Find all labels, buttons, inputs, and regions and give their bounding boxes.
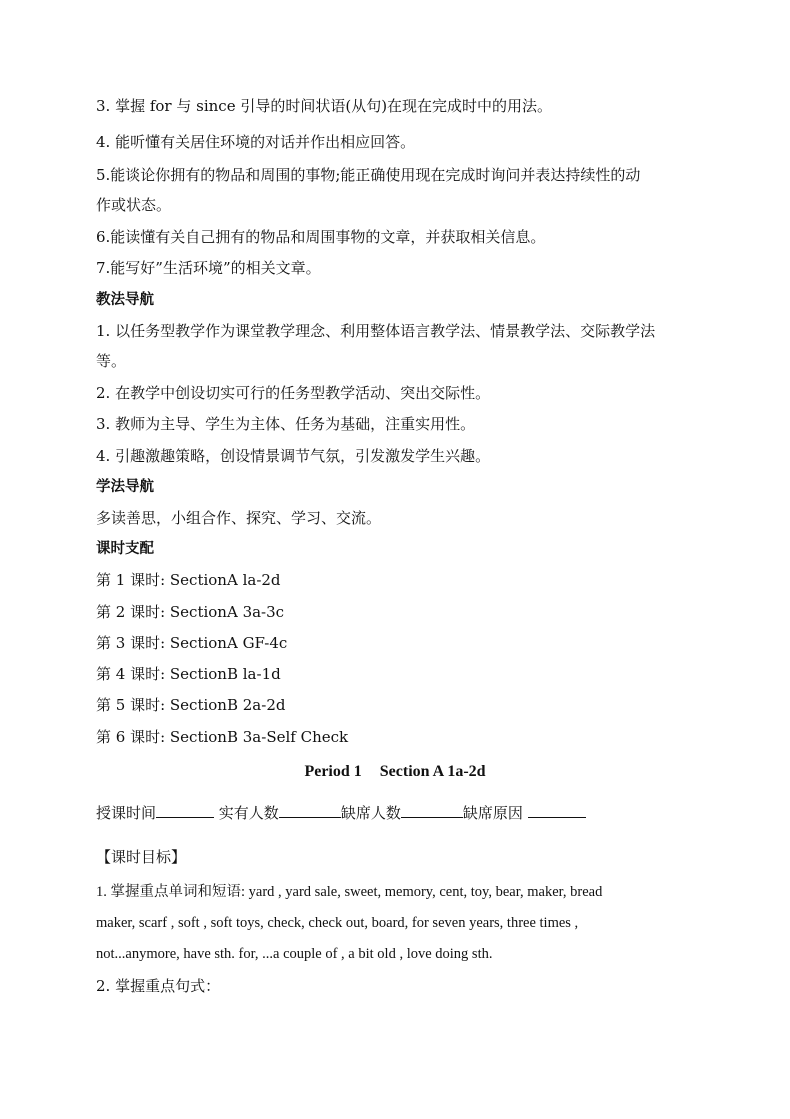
teaching-item-2: 2. 在教学中创设切实可行的任务型教学活动、突出交际性。: [96, 384, 491, 402]
learning-heading: 学法导航: [96, 479, 154, 495]
goal-1-line-3: not...anymore, have sth. for, ...a couple of , a bit old , love doing sth.: [96, 946, 493, 962]
objective-7: 7.能写好”生活环境”的相关文章。: [96, 259, 321, 277]
goal-1-line-2: maker, scarf , soft , soft toys, check, check out, board, for seven years, three times ,: [96, 915, 579, 931]
objective-3: 3. 掌握 for 与 since 引导的时间状语(从句)在现在完成时中的用法。: [96, 97, 553, 115]
schedule-item-2: 第 2 课时: SectionA 3a-3c: [96, 603, 285, 621]
class-time-blank: [156, 803, 214, 818]
absentees-label: 缺席人数: [340, 804, 401, 822]
attendees-blank: [279, 803, 341, 818]
attendees-label: 实有人数: [218, 804, 279, 822]
objective-5-cont: 作或状态。: [96, 196, 172, 214]
objective-5: 5.能谈论你拥有的物品和周围的事物;能正确使用现在完成时询问并表达持续性的动: [96, 166, 641, 184]
teaching-item-4: 4. 引趣激趣策略，创设情景调节气氛，引发激发学生兴趣。: [96, 447, 491, 465]
goal-2: 2. 掌握重点句式：: [96, 977, 221, 995]
absence-reason-label: 缺席原因: [462, 804, 523, 822]
goals-heading: 【课时目标】: [96, 848, 187, 866]
teaching-item-1-cont: 等。: [96, 352, 127, 370]
objective-4: 4. 能听懂有关居住环境的对话并作出相应回答。: [96, 133, 416, 151]
goal-1-line-1: 1. 掌握重点单词和短语: yard , yard sale, sweet, memory, cent, toy, bear, maker, bread: [96, 884, 603, 900]
schedule-item-4: 第 4 课时: SectionB la-1d: [96, 665, 281, 683]
period-title: [0, 763, 790, 781]
period-section: Section A 1a-2d: [379, 763, 486, 780]
schedule-item-5: 第 5 课时: SectionB 2a-2d: [96, 696, 286, 714]
teaching-item-3: 3. 教师为主导、学生为主体、任务为基础，注重实用性。: [96, 415, 476, 433]
objective-6: 6.能读懂有关自己拥有的物品和周围事物的文章，并获取相关信息。: [96, 228, 546, 246]
period-number: Period 1: [304, 763, 362, 780]
schedule-heading: 课时支配: [96, 541, 154, 557]
class-time-label: 授课时间: [96, 804, 157, 822]
learning-text: 多读善思，小组合作、探究、学习、交流。: [96, 509, 382, 527]
absentees-blank: [401, 803, 463, 818]
attendance-record: [96, 803, 696, 823]
schedule-item-1: 第 1 课时: SectionA la-2d: [96, 571, 281, 589]
schedule-item-3: 第 3 课时: SectionA GF-4c: [96, 634, 288, 652]
teaching-heading: 教法导航: [96, 292, 154, 308]
teaching-item-1: 1. 以任务型教学作为课堂教学理念、利用整体语言教学法、情景教学法、交际教学法: [96, 322, 656, 340]
schedule-item-6: 第 6 课时: SectionB 3a-Self Check: [96, 728, 349, 746]
absence-reason-blank: [528, 803, 586, 818]
